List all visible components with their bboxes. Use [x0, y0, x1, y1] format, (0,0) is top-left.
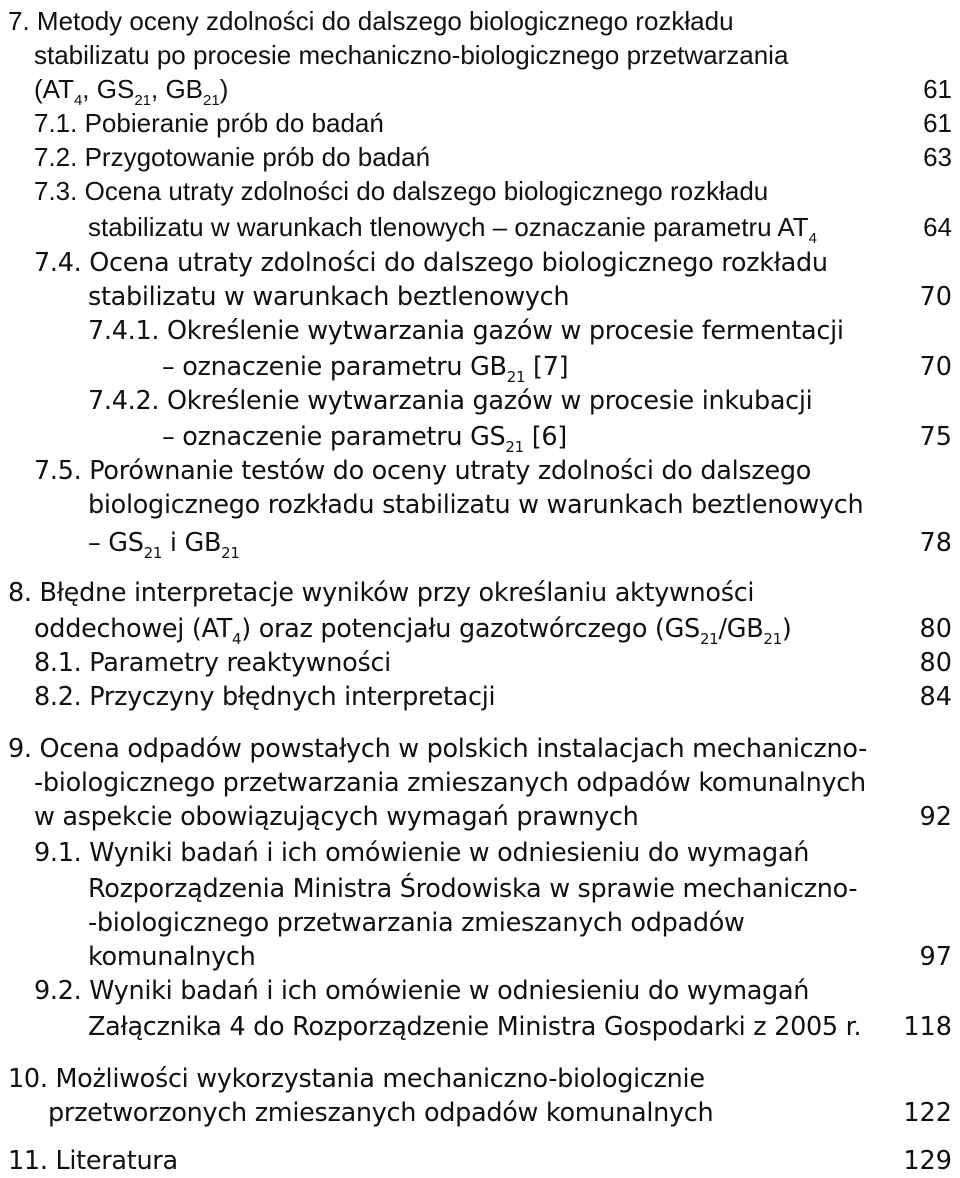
- toc-entry-10-page-number: 80: [919, 648, 952, 678]
- toc-entry-4-line-1: 7.3. Ocena utraty zdolności do dalszego biologicznego rozkładu: [34, 176, 769, 206]
- toc-entry-2-line-1: 7.1. Pobieranie prób do badań: [34, 108, 384, 138]
- toc-entry-1-page-number: 61: [923, 74, 952, 104]
- toc-entry-13-line-1: 9.1. Wyniki badań i ich omówienie w odniesieniu do wymagań: [34, 838, 810, 868]
- toc-entry-9-line-2: oddechowej $(AT_4)$ oraz potencjału gazotwórczego $(GS_{21}/GB_{21})$: [34, 614, 792, 648]
- toc-entry-14-line-2: Załącznika 4 do Rozporządzenie Ministra Gospodarki z 2005 r.: [88, 1012, 862, 1042]
- toc-entry-3-line-1: 7.2. Przygotowanie prób do badań: [34, 142, 431, 172]
- toc-entry-15-line-2: przetworzonych zmieszanych odpadów komunalnych: [48, 1098, 714, 1128]
- toc-entry-9-line-1: 8. Błędne interpretacje wyników przy określaniu aktywności: [8, 578, 755, 608]
- toc-entry-13-line-4: komunalnych: [88, 942, 256, 972]
- toc-entry-13-page-number: 97: [919, 942, 952, 972]
- toc-entry-15-page-number: 122: [903, 1098, 952, 1128]
- toc-entry-6-line-2: – oznaczenie parametru $GB_{21}$ [7]: [162, 352, 569, 386]
- toc-entry-6-page-number: 70: [919, 352, 952, 382]
- toc-entry-3-page-number: 63: [923, 142, 952, 172]
- toc-entry-7-line-1: 7.4.2. Określenie wytwarzania gazów w procesie inkubacji: [88, 386, 813, 416]
- toc-entry-5-line-1: 7.4. Ocena utraty zdolności do dalszego biologicznego rozkładu: [34, 248, 828, 278]
- toc-entry-12-page-number: 92: [919, 802, 952, 832]
- toc-entry-15-line-1: 10. Możliwości wykorzystania mechaniczno-biologicznie: [8, 1064, 705, 1094]
- toc-entry-5-page-number: 70: [919, 282, 952, 312]
- toc-entry-5-line-2: stabilizatu w warunkach beztlenowych: [88, 282, 570, 312]
- toc-entry-11-page-number: 84: [919, 682, 952, 712]
- toc-entry-8-line-2: biologicznego rozkładu stabilizatu w warunkach beztlenowych: [88, 490, 864, 520]
- toc-entry-2-page-number: 61: [923, 108, 952, 138]
- toc-entry-1-line-2: stabilizatu po procesie mechaniczno-biologicznego przetwarzania: [34, 40, 789, 70]
- toc-entry-6-line-1: 7.4.1. Określenie wytwarzania gazów w procesie fermentacji: [88, 316, 844, 346]
- toc-entry-16-line-1: 11. Literatura: [8, 1146, 178, 1176]
- toc-entry-9-page-number: 80: [919, 614, 952, 644]
- toc-entry-10-line-1: 8.1. Parametry reaktywności: [34, 648, 391, 678]
- toc-entry-4-page-number: 64: [923, 212, 952, 242]
- toc-entry-14-line-1: 9.2. Wyniki badań i ich omówienie w odniesieniu do wymagań: [34, 976, 810, 1006]
- toc-entry-13-line-2: Rozporządzenia Ministra Środowiska w sprawie mechaniczno-: [88, 874, 858, 904]
- toc-entry-8-line-3: – $GS_{21}$ i $GB_{21}$: [88, 528, 240, 562]
- toc-entry-11-line-1: 8.2. Przyczyny błędnych interpretacji: [34, 682, 496, 712]
- toc-entry-4-line-2: stabilizatu w warunkach tlenowych – oznaczanie parametru $AT_4$: [88, 212, 818, 247]
- toc-entry-13-line-3: -biologicznego przetwarzania zmieszanych odpadów: [88, 908, 745, 938]
- toc-entry-14-page-number: 118: [903, 1012, 952, 1042]
- toc-entry-8-line-1: 7.5. Porównanie testów do oceny utraty zdolności do dalszego: [34, 456, 812, 486]
- toc-entry-1-line-3: ($AT_4$, $GS_{21}$, $GB_{21}$): [34, 74, 229, 109]
- toc-entry-12-line-1: 9. Ocena odpadów powstałych w polskich instalacjach mechaniczno-: [8, 734, 868, 764]
- toc-entry-12-line-2: -biologicznego przetwarzania zmieszanych odpadów komunalnych: [34, 768, 866, 798]
- toc-entry-1-line-1: 7. Metody oceny zdolności do dalszego biologicznego rozkładu: [8, 6, 734, 36]
- toc-entry-16-page-number: 129: [903, 1146, 952, 1176]
- toc-entry-7-page-number: 75: [919, 422, 952, 452]
- toc-entry-8-page-number: 78: [919, 528, 952, 558]
- toc-entry-7-line-2: – oznaczenie parametru $GS_{21}$ [6]: [162, 422, 567, 456]
- toc-entry-12-line-3: w aspekcie obowiązujących wymagań prawnych: [34, 802, 639, 832]
